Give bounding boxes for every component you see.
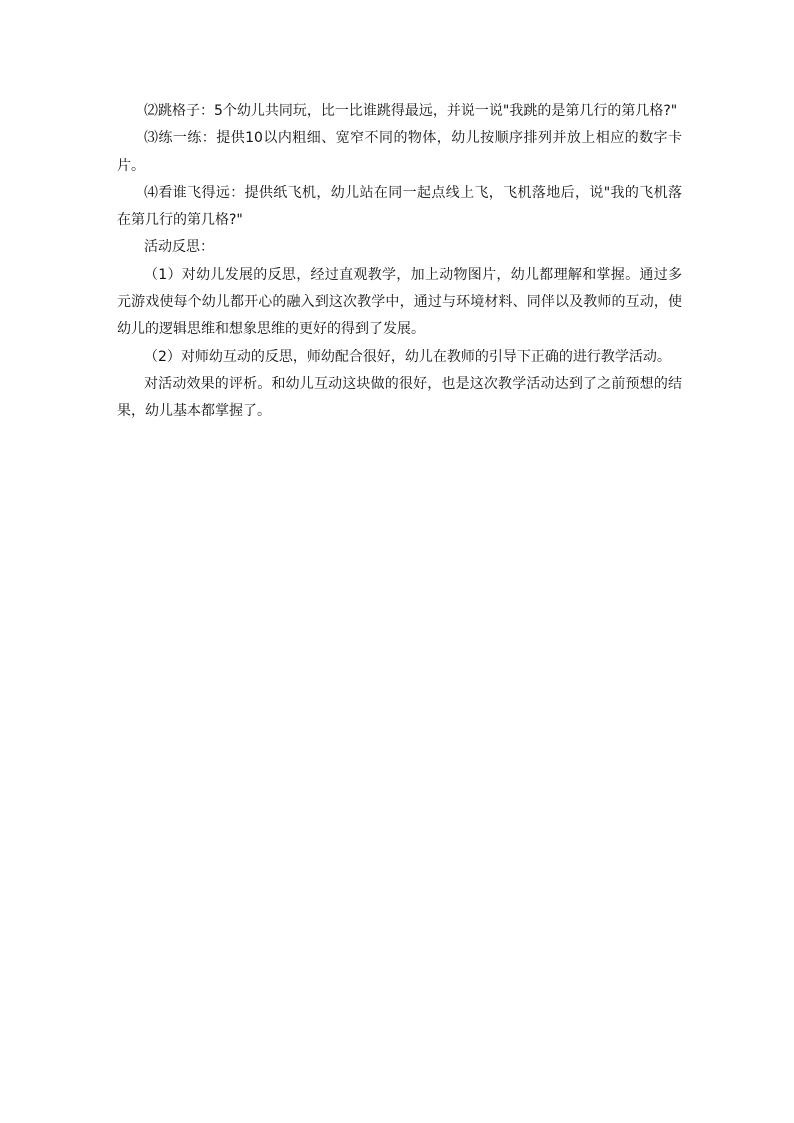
section-heading-reflection: 活动反思： <box>144 239 214 256</box>
paragraph-reflection-interaction: （2）对师幼互动的反思，师幼配合很好，幼儿在教师的引导下正确的进行教学活动。 <box>144 348 671 365</box>
document-body <box>117 98 682 426</box>
paragraph-evaluation: 对活动效果的评析。和幼儿互动这块做的很好，也是这次教学活动达到了之前预想的结果，幼儿基本都掌握了。 <box>117 375 682 420</box>
paragraph-reflection-development: （1）对幼儿发展的反思，经过直观教学，加上动物图片，幼儿都理解和掌握。通过多元游戏使每个幼儿都开心的融入到这次教学中，通过与环境材料、同伴以及教师的互动，使幼儿的逻辑思维和想象思维的更好的得到了发展。 <box>117 266 682 338</box>
paragraph-jump-grid-game: ⑵跳格子：5个幼儿共同玩，比一比谁跳得最远，并说一说"我跳的是第几行的第几格?" <box>144 103 678 119</box>
paragraph-paper-plane-game: ⑷看谁飞得远：提供纸飞机，幼儿站在同一起点线上飞，飞机落地后，说"我的飞机落在第几行的第几格?" <box>117 184 682 229</box>
paragraph-practice: ⑶练一练：提供10以内粗细、宽窄不同的物体，幼儿按顺序排列并放上相应的数字卡片。 <box>117 130 682 174</box>
